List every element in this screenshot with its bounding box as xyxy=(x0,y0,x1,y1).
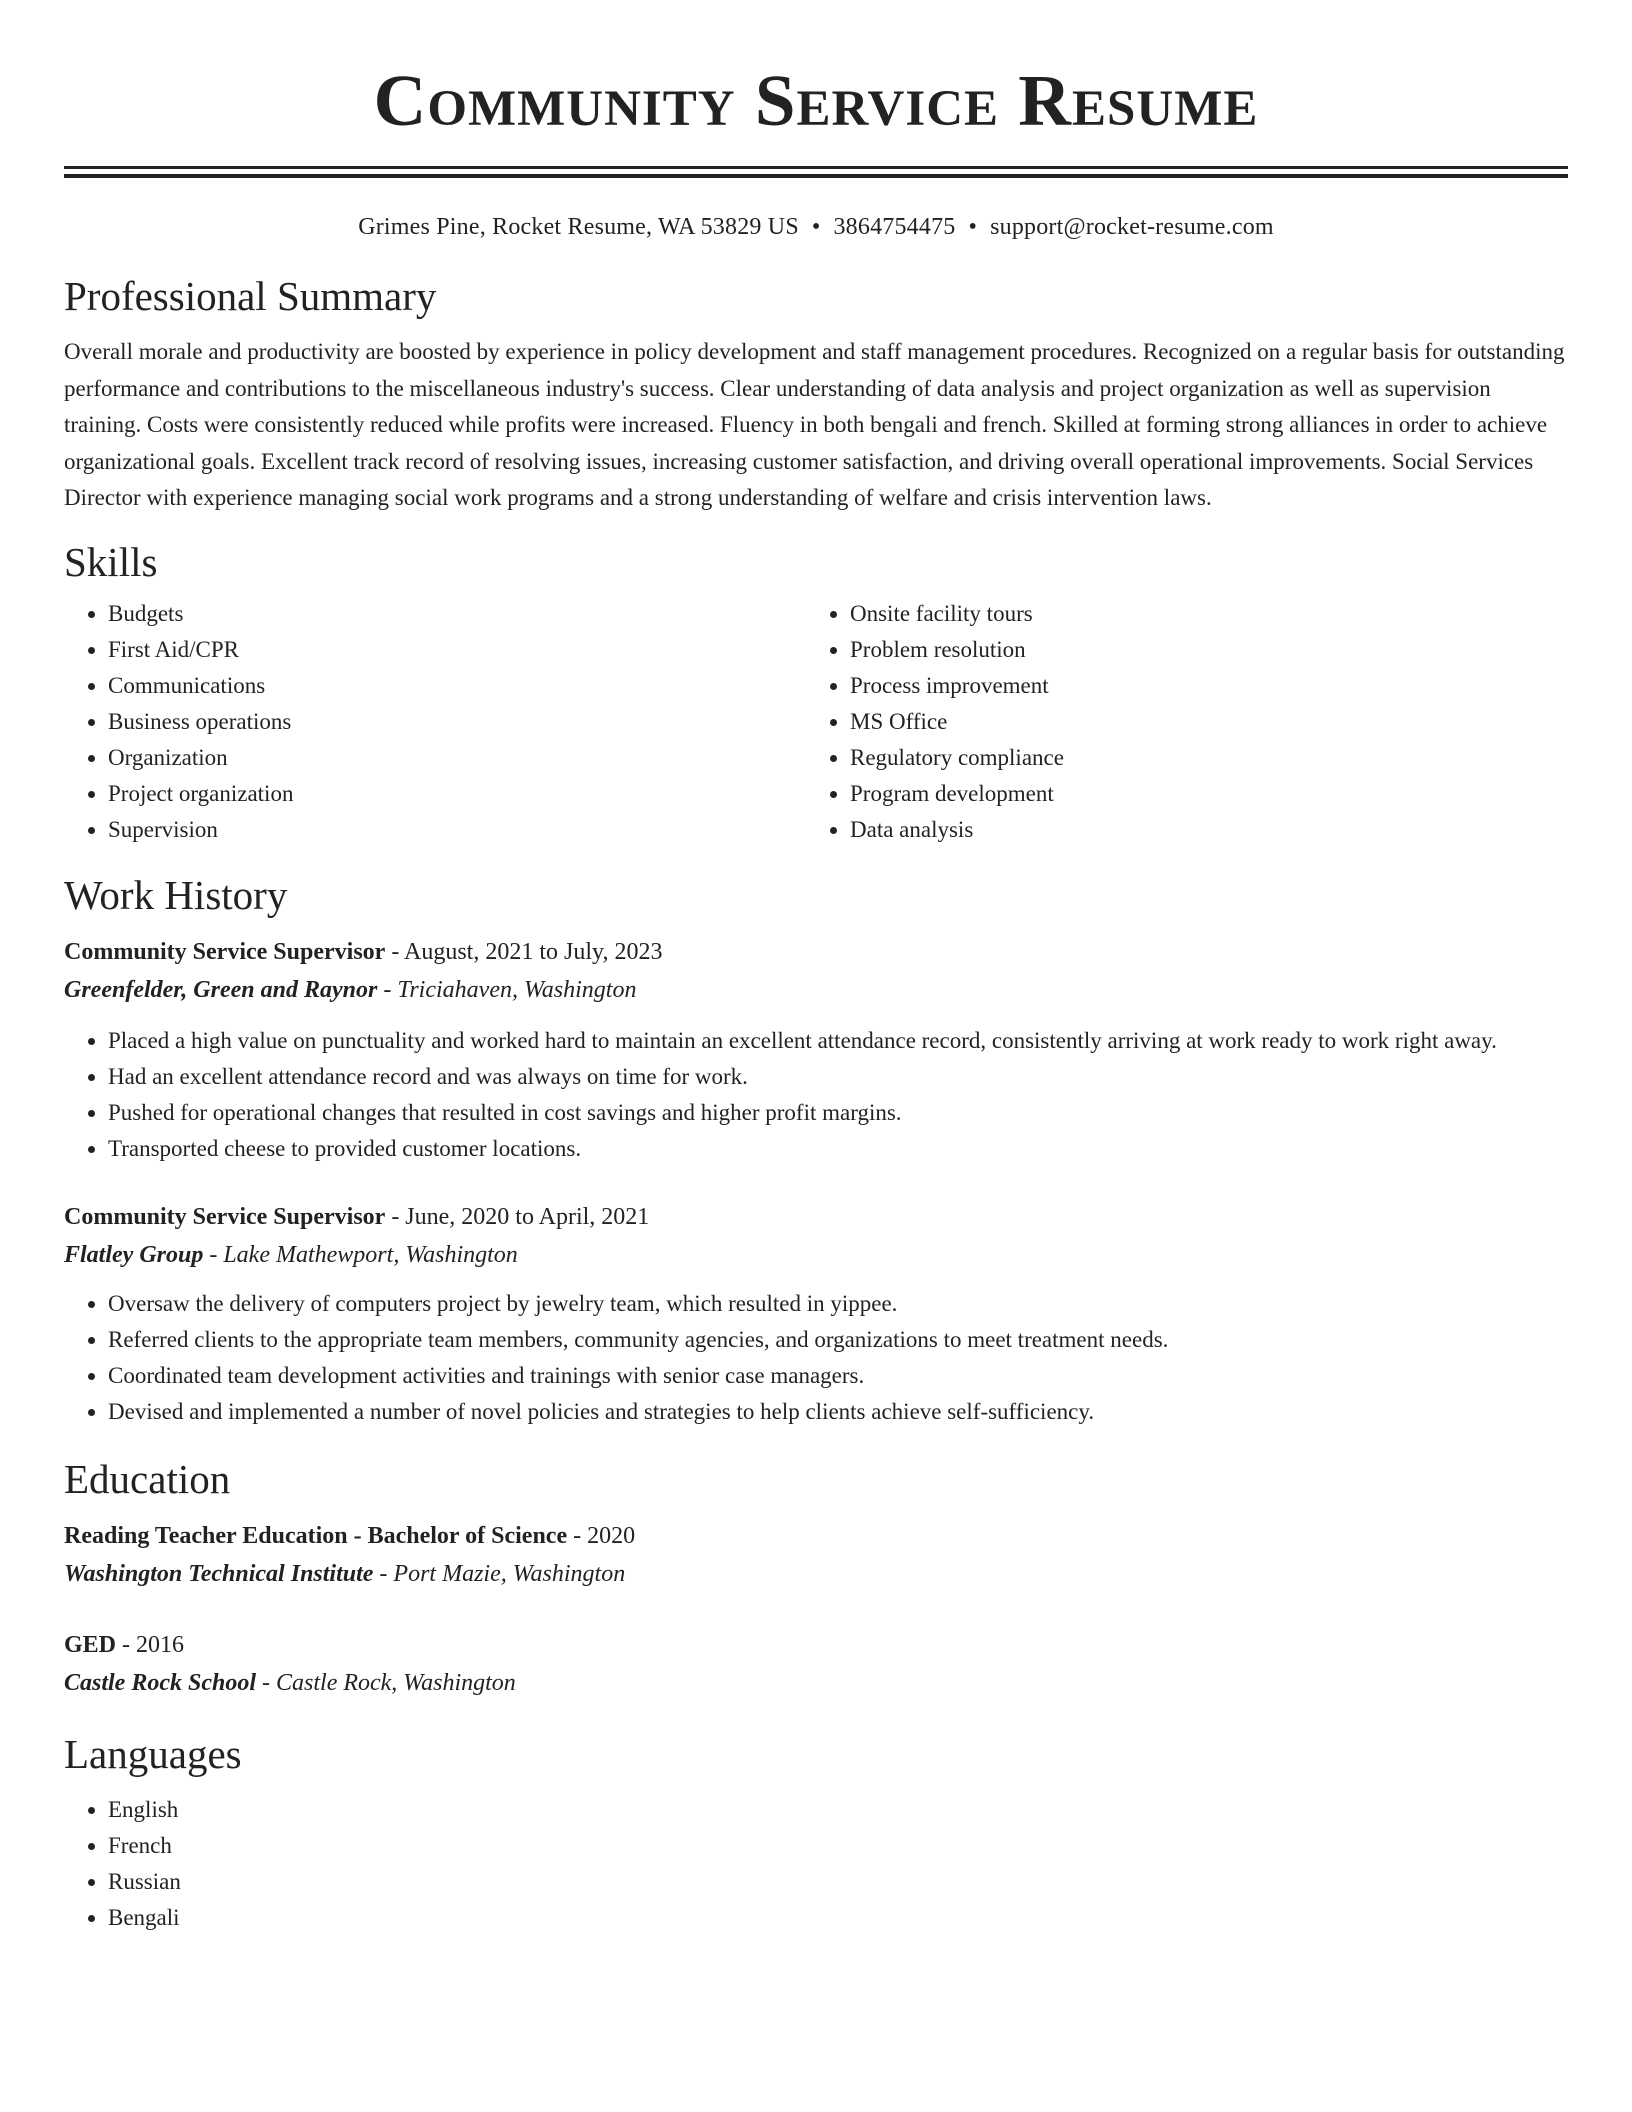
education-year: - 2020 xyxy=(567,1522,636,1549)
job-bullet: • Oversaw the delivery of computers project by jewelry team, which resulted in yippee. xyxy=(108,1286,1568,1322)
education-school: Washington Technical Institute xyxy=(64,1560,374,1587)
job-company: Flatley Group xyxy=(64,1241,204,1268)
skill-item: • Budgets xyxy=(108,596,806,632)
contact-address: Grimes Pine, Rocket Resume, WA 53829 US xyxy=(358,214,799,240)
education-school-line xyxy=(64,1555,1568,1593)
education-entry xyxy=(64,1626,1568,1702)
job-bullet: • Referred clients to the appropriate team members, community agencies, and organizations to meet treatment needs. xyxy=(108,1322,1568,1358)
skill-item: • Process improvement xyxy=(850,668,1548,704)
skill-item: • Program development xyxy=(850,776,1548,812)
skill-item: • Regulatory compliance xyxy=(850,740,1548,776)
job-location: - Triciahaven, Washington xyxy=(377,976,637,1003)
job-company-line xyxy=(64,1236,1568,1274)
language-item: • Russian xyxy=(108,1864,1568,1900)
contact-phone: 3864754475 xyxy=(833,214,956,240)
job-bullet: • Coordinated team development activities and trainings with senior case managers. xyxy=(108,1358,1568,1394)
job-title: Community Service Supervisor xyxy=(64,1203,386,1230)
contact-separator: • xyxy=(968,214,978,240)
job-bullet: • Pushed for operational changes that resulted in cost savings and higher profit margins. xyxy=(108,1095,1568,1131)
education-year: - 2016 xyxy=(116,1631,185,1658)
job-title-line xyxy=(64,1198,1568,1236)
languages-heading: Languages xyxy=(64,1730,242,1777)
title-divider-bottom xyxy=(64,174,1568,178)
resume-page xyxy=(64,0,1568,1936)
contact-info xyxy=(64,212,1568,242)
skill-item: • Organization xyxy=(108,740,806,776)
job-location: - Lake Mathewport, Washington xyxy=(203,1241,518,1268)
skills-section xyxy=(64,538,1568,848)
job-dates: - August, 2021 to July, 2023 xyxy=(385,938,663,965)
education-location: - Castle Rock, Washington xyxy=(256,1669,516,1696)
summary-text: Overall morale and productivity are boosted by experience in policy development and staff management procedures. Recognized on a regular basis for outstanding performance and contributions to the miscellaneous industry's success. Clear understanding of data analysis and project organization as well as supervision training. Costs were consistently reduced while profits were increased. Fluency in both bengali and french. Skilled at forming strong alliances in order to achieve organizational goals. Excellent track record of resolving issues, increasing customer satisfaction, and driving overall operational improvements. Social Services Director with experience managing social work programs and a strong understanding of welfare and crisis intervention laws. xyxy=(64,339,1565,511)
summary-heading: Professional Summary xyxy=(64,273,437,319)
summary-section xyxy=(64,272,1568,517)
title-divider-top xyxy=(64,166,1568,169)
skill-item: • Business operations xyxy=(108,704,806,740)
language-item: • French xyxy=(108,1828,1568,1864)
skill-item: • MS Office xyxy=(850,704,1548,740)
job-bullet: • Placed a high value on punctuality and worked hard to maintain an excellent attendance record, consistently arriving at work ready to work right away. xyxy=(108,1023,1568,1059)
job-entry xyxy=(64,933,1568,1167)
skill-item: • Data analysis xyxy=(850,812,1548,848)
skill-item: • Onsite facility tours xyxy=(850,596,1548,632)
contact-separator: • xyxy=(811,214,821,240)
education-heading: Education xyxy=(64,1455,231,1502)
skill-item: • Project organization xyxy=(108,776,806,812)
work-history-section xyxy=(64,871,1568,1430)
education-school-line xyxy=(64,1664,1568,1702)
skill-item: • Problem resolution xyxy=(850,632,1548,668)
job-bullet: • Transported cheese to provided customer locations. xyxy=(108,1131,1568,1167)
job-bullet: • Devised and implemented a number of novel policies and strategies to help clients achieve self-sufficiency. xyxy=(108,1394,1568,1430)
skills-column-left xyxy=(64,596,806,848)
language-item: • English xyxy=(108,1792,1568,1828)
contact-email: support@rocket-resume.com xyxy=(990,214,1274,240)
language-item: • Bengali xyxy=(108,1900,1568,1936)
skill-item: • Supervision xyxy=(108,812,806,848)
job-bullet: • Had an excellent attendance record and was always on time for work. xyxy=(108,1059,1568,1095)
languages-section xyxy=(64,1730,1568,1936)
education-degree: GED xyxy=(64,1631,117,1658)
education-degree-line xyxy=(64,1626,1568,1664)
education-degree: Reading Teacher Education - Bachelor of Science xyxy=(64,1522,568,1549)
job-title-line xyxy=(64,933,1568,971)
skills-heading: Skills xyxy=(64,538,158,585)
education-entry xyxy=(64,1517,1568,1593)
education-degree-line xyxy=(64,1517,1568,1555)
skills-grid xyxy=(64,596,1568,848)
education-section xyxy=(64,1455,1568,1702)
job-dates: - June, 2020 to April, 2021 xyxy=(385,1203,650,1230)
resume-title: Community Service Resume xyxy=(373,60,1259,141)
skill-item: • First Aid/CPR xyxy=(108,632,806,668)
work-history-heading: Work History xyxy=(64,871,288,918)
job-title: Community Service Supervisor xyxy=(64,938,386,965)
job-company-line xyxy=(64,971,1568,1009)
skills-column-right xyxy=(806,596,1548,848)
education-location: - Port Mazie, Washington xyxy=(373,1560,626,1587)
education-school: Castle Rock School xyxy=(64,1669,257,1696)
skill-item: • Communications xyxy=(108,668,806,704)
job-company: Greenfelder, Green and Raynor xyxy=(64,976,378,1003)
job-entry xyxy=(64,1198,1568,1430)
